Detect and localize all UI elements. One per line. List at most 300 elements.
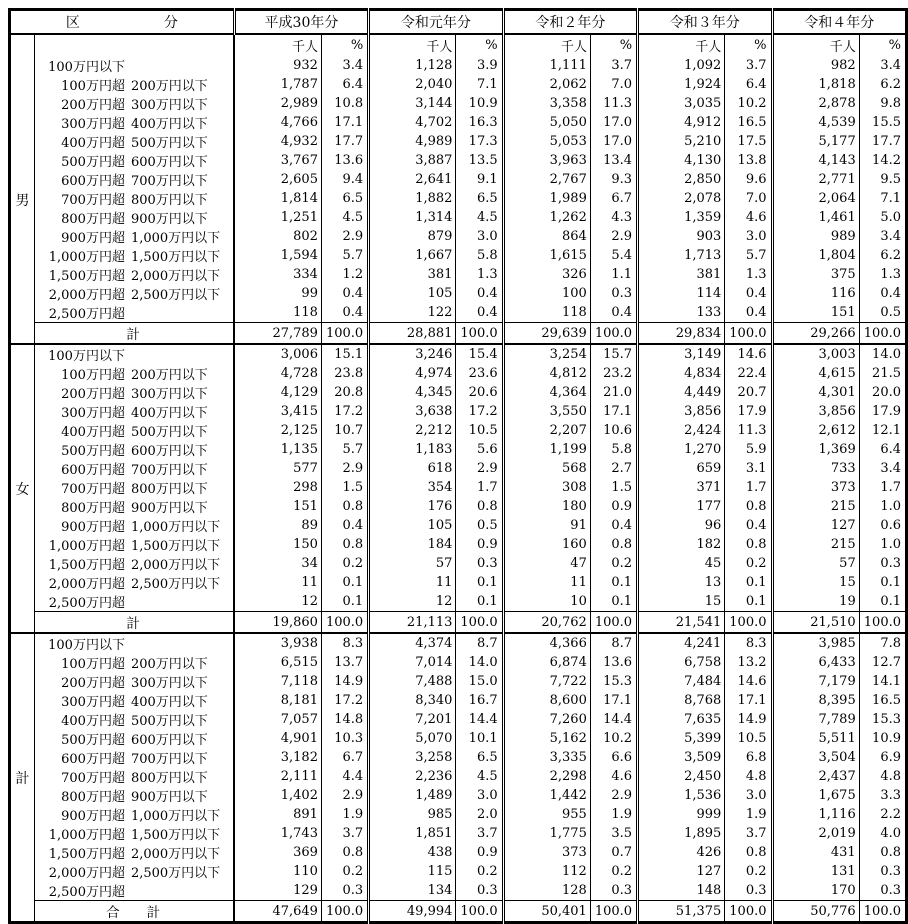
bracket-label-cell — [34, 592, 234, 612]
percent-value: 5.8 — [590, 440, 637, 459]
table-row — [10, 132, 907, 151]
percent-value: 6.9 — [859, 748, 906, 767]
percent-value: 0.3 — [859, 554, 906, 573]
people-value: 1,882 — [415, 191, 453, 206]
people-value: 57 — [839, 556, 856, 571]
people-value: 3,504 — [818, 750, 856, 765]
people-value: 5,177 — [818, 134, 856, 149]
people-value: 373 — [562, 845, 587, 860]
bracket-label-cell — [34, 75, 234, 94]
people-value: 334 — [293, 267, 318, 282]
bracket-from-label: 100万円以下 — [48, 60, 125, 75]
table-row — [10, 364, 907, 383]
bracket-label-cell — [34, 94, 234, 113]
people-value: 2,062 — [549, 77, 587, 92]
percent-value: 3.4 — [859, 227, 906, 246]
people-value: 3,003 — [818, 347, 856, 362]
table-row — [10, 344, 907, 364]
total-people-value: 21,541 — [638, 612, 725, 634]
people-value: 118 — [293, 305, 318, 320]
bracket-to-label: 800万円以下 — [130, 482, 208, 497]
bracket-label-cell — [34, 691, 234, 710]
people-value: 1,092 — [684, 58, 722, 73]
percent-value: 5.7 — [725, 246, 772, 265]
total-people-value: 21,510 — [772, 612, 859, 634]
bracket-from-label: 1,000万円超 — [48, 539, 125, 554]
total-percent-value: 100.0 — [859, 901, 906, 923]
percent-value: 10.6 — [590, 421, 637, 440]
people-value: 99 — [301, 286, 318, 301]
people-value: 1,818 — [818, 77, 856, 92]
people-value: 8,600 — [549, 693, 587, 708]
table-row — [10, 862, 907, 881]
percent-value: 10.2 — [590, 729, 637, 748]
people-value: 100 — [562, 286, 587, 301]
people-value: 7,179 — [818, 674, 856, 689]
people-value: 2,771 — [818, 172, 856, 187]
total-row — [10, 323, 907, 345]
bracket-to-label: 200万円以下 — [130, 368, 208, 383]
percent-value: 4.5 — [456, 208, 503, 227]
people-value: 13 — [704, 575, 722, 590]
bracket-to-label: 300万円以下 — [130, 98, 208, 113]
bracket-from-label: 100万円超 — [61, 368, 125, 383]
percent-value: 15.1 — [321, 344, 368, 364]
bracket-from-label: 400万円超 — [61, 714, 125, 729]
percent-value: 5.9 — [725, 440, 772, 459]
percent-value: 1.7 — [725, 478, 772, 497]
bracket-label-cell — [34, 227, 234, 246]
people-value: 12 — [435, 594, 453, 609]
percent-value: 0.2 — [725, 554, 772, 573]
percent-value: 1.3 — [725, 265, 772, 284]
percent-value: 9.6 — [725, 170, 772, 189]
income-table — [8, 8, 908, 924]
percent-value: 0.4 — [725, 516, 772, 535]
people-value: 4,129 — [280, 385, 318, 400]
people-value: 151 — [293, 499, 318, 514]
people-value: 170 — [830, 883, 856, 898]
percent-value: 4.8 — [725, 767, 772, 786]
percent-value: 15.7 — [590, 344, 637, 364]
people-value: 1,359 — [684, 210, 722, 225]
table-row — [10, 805, 907, 824]
people-value: 369 — [293, 845, 318, 860]
people-value: 326 — [562, 267, 587, 282]
percent-value: 0.8 — [456, 497, 503, 516]
year-header: 令和元年分 — [369, 10, 503, 35]
bracket-to-label: 2,500万円以下 — [130, 577, 221, 592]
people-value: 127 — [696, 864, 722, 879]
table-row — [10, 592, 907, 612]
people-value: 3,767 — [280, 153, 318, 168]
people-value: 1,924 — [684, 77, 722, 92]
bracket-label-cell — [34, 748, 234, 767]
total-percent-value: 100.0 — [456, 612, 503, 634]
percent-value: 14.0 — [859, 344, 906, 364]
percent-value: 16.3 — [456, 113, 503, 132]
bracket-from-label: 700万円超 — [61, 771, 125, 786]
percent-value: 17.2 — [456, 402, 503, 421]
people-value: 4,834 — [684, 366, 722, 381]
people-value: 4,812 — [549, 366, 587, 381]
percent-value: 0.3 — [321, 881, 368, 901]
people-value: 1,536 — [684, 788, 722, 803]
total-people-value: 50,776 — [772, 901, 859, 923]
people-value: 802 — [293, 229, 318, 244]
percent-value: 11.3 — [590, 94, 637, 113]
people-value: 1,442 — [549, 788, 587, 803]
people-value: 114 — [696, 286, 722, 301]
percent-value: 6.5 — [456, 189, 503, 208]
bracket-label-cell — [34, 189, 234, 208]
percent-value: 1.1 — [590, 265, 637, 284]
total-percent-value: 100.0 — [725, 901, 772, 923]
bracket-label-cell — [34, 805, 234, 824]
bracket-to-label: 600万円以下 — [130, 155, 208, 170]
unit-percent-label: % — [725, 34, 772, 56]
percent-value: 0.4 — [321, 284, 368, 303]
bracket-label-cell — [34, 265, 234, 284]
bracket-to-label: 800万円以下 — [130, 771, 208, 786]
people-value: 4,374 — [415, 636, 453, 651]
percent-value: 4.3 — [590, 208, 637, 227]
bracket-from-label: 300万円超 — [61, 695, 125, 710]
percent-value: 0.4 — [725, 284, 772, 303]
table-row — [10, 421, 907, 440]
people-value: 215 — [830, 537, 856, 552]
percent-value: 9.3 — [590, 170, 637, 189]
people-value: 180 — [562, 499, 587, 514]
percent-value: 14.8 — [321, 710, 368, 729]
people-value: 176 — [427, 499, 453, 514]
people-value: 11 — [570, 575, 587, 590]
bracket-to-label: 700万円以下 — [130, 463, 208, 478]
people-value: 1,116 — [818, 807, 856, 822]
percent-value: 0.1 — [859, 592, 906, 612]
percent-value: 7.8 — [859, 633, 906, 653]
people-value: 4,702 — [415, 115, 453, 130]
percent-value: 10.9 — [859, 729, 906, 748]
people-value: 1,402 — [280, 788, 318, 803]
percent-value: 10.7 — [321, 421, 368, 440]
people-value: 127 — [830, 518, 856, 533]
bracket-to-label: 2,000万円以下 — [130, 269, 221, 284]
percent-value: 1.0 — [859, 497, 906, 516]
bracket-label-cell — [34, 402, 234, 421]
year-header: 令和２年分 — [503, 10, 637, 35]
people-value: 4,449 — [684, 385, 722, 400]
people-value: 3,415 — [280, 404, 318, 419]
percent-value: 17.1 — [321, 113, 368, 132]
percent-value: 0.2 — [456, 862, 503, 881]
percent-value: 8.7 — [456, 633, 503, 653]
people-value: 15 — [839, 575, 856, 590]
bracket-from-label: 500万円超 — [61, 733, 125, 748]
bracket-label-cell — [34, 786, 234, 805]
percent-value: 5.0 — [859, 208, 906, 227]
percent-value: 1.7 — [859, 478, 906, 497]
percent-value: 6.4 — [321, 75, 368, 94]
people-value: 34 — [301, 556, 318, 571]
percent-value: 0.2 — [590, 554, 637, 573]
bracket-from-label: 100万円以下 — [48, 638, 125, 653]
people-value: 733 — [830, 461, 856, 476]
table-row — [10, 653, 907, 672]
bracket-from-label: 1,000万円超 — [48, 828, 125, 843]
bracket-from-label: 2,000万円超 — [48, 866, 125, 881]
percent-value: 4.8 — [859, 767, 906, 786]
percent-value: 0.1 — [590, 592, 637, 612]
percent-value: 3.7 — [321, 824, 368, 843]
people-value: 4,912 — [684, 115, 722, 130]
bracket-to-label: 400万円以下 — [130, 117, 208, 132]
people-value: 110 — [293, 864, 318, 879]
bracket-label-cell — [34, 246, 234, 265]
percent-value: 15.0 — [456, 672, 503, 691]
people-value: 1,851 — [415, 826, 453, 841]
bracket-from-label: 1,500万円超 — [48, 269, 125, 284]
people-value: 1,489 — [415, 788, 453, 803]
percent-value: 3.4 — [859, 459, 906, 478]
percent-value: 0.9 — [590, 497, 637, 516]
bracket-from-label: 800万円超 — [61, 790, 125, 805]
people-value: 8,340 — [415, 693, 453, 708]
percent-value: 0.1 — [321, 573, 368, 592]
people-value: 133 — [696, 305, 722, 320]
people-value: 3,246 — [415, 347, 453, 362]
people-value: 6,874 — [549, 655, 587, 670]
bracket-to-label: 2,000万円以下 — [130, 558, 221, 573]
gender-column-spacer — [10, 34, 35, 56]
percent-value: 23.8 — [321, 364, 368, 383]
bracket-from-label: 900万円超 — [61, 520, 125, 535]
bracket-from-label: 100万円以下 — [48, 349, 125, 364]
total-percent-value: 100.0 — [725, 612, 772, 634]
percent-value: 21.5 — [859, 364, 906, 383]
people-value: 2,641 — [415, 172, 453, 187]
people-value: 128 — [562, 883, 587, 898]
percent-value: 7.0 — [590, 75, 637, 94]
percent-value: 13.6 — [590, 653, 637, 672]
people-value: 932 — [293, 58, 318, 73]
percent-value: 5.7 — [321, 246, 368, 265]
section-label: 男 — [10, 56, 35, 344]
people-value: 7,722 — [549, 674, 587, 689]
people-value: 1,804 — [818, 248, 856, 263]
people-value: 122 — [427, 305, 453, 320]
year-header: 平成30年分 — [234, 10, 368, 35]
year-header: 令和４年分 — [772, 10, 907, 35]
unit-people-label: 千人 — [291, 40, 318, 55]
people-value: 375 — [830, 267, 856, 282]
total-percent-value: 100.0 — [590, 901, 637, 923]
percent-value: 0.1 — [725, 592, 772, 612]
percent-value: 17.5 — [725, 132, 772, 151]
percent-value: 3.7 — [456, 824, 503, 843]
people-value: 1,135 — [280, 442, 318, 457]
bracket-to-label: 300万円以下 — [130, 387, 208, 402]
people-value: 8,395 — [818, 693, 856, 708]
people-value: 2,424 — [684, 423, 722, 438]
percent-value: 14.2 — [859, 151, 906, 170]
percent-value: 17.0 — [590, 113, 637, 132]
people-value: 2,064 — [818, 191, 856, 206]
table-row — [10, 633, 907, 653]
people-value: 1,270 — [684, 442, 722, 457]
people-value: 1,787 — [280, 77, 318, 92]
percent-value: 4.5 — [456, 767, 503, 786]
year-header: 令和３年分 — [638, 10, 772, 35]
percent-value: 12.7 — [859, 653, 906, 672]
people-value: 5,511 — [818, 731, 856, 746]
people-value: 1,314 — [415, 210, 453, 225]
people-value: 3,006 — [280, 347, 318, 362]
people-value: 118 — [562, 305, 587, 320]
bracket-label-cell — [34, 421, 234, 440]
percent-value: 0.3 — [725, 881, 772, 901]
percent-value: 13.4 — [590, 151, 637, 170]
people-value: 2,078 — [684, 191, 722, 206]
percent-value: 17.7 — [321, 132, 368, 151]
percent-value: 0.4 — [590, 516, 637, 535]
total-percent-value: 100.0 — [590, 323, 637, 345]
people-value: 3,856 — [684, 404, 722, 419]
bracket-from-label: 900万円超 — [61, 809, 125, 824]
percent-value: 2.9 — [590, 786, 637, 805]
percent-value: 2.2 — [859, 805, 906, 824]
percent-value: 17.0 — [590, 132, 637, 151]
people-value: 1,713 — [684, 248, 722, 263]
percent-value: 6.5 — [321, 189, 368, 208]
percent-value: 13.2 — [725, 653, 772, 672]
people-value: 150 — [293, 537, 318, 552]
people-value: 3,550 — [549, 404, 587, 419]
percent-value: 6.7 — [590, 189, 637, 208]
percent-value: 15.3 — [859, 710, 906, 729]
total-people-value: 29,639 — [503, 323, 590, 345]
table-row — [10, 383, 907, 402]
people-value: 3,509 — [684, 750, 722, 765]
people-value: 96 — [704, 518, 722, 533]
people-value: 3,638 — [415, 404, 453, 419]
percent-value: 0.2 — [321, 862, 368, 881]
people-value: 4,130 — [684, 153, 722, 168]
people-value: 182 — [696, 537, 722, 552]
percent-value: 14.9 — [321, 672, 368, 691]
people-value: 4,766 — [280, 115, 318, 130]
table-row — [10, 554, 907, 573]
table-row — [10, 786, 907, 805]
people-value: 4,615 — [818, 366, 856, 381]
percent-value: 0.8 — [859, 843, 906, 862]
percent-value: 16.7 — [456, 691, 503, 710]
people-value: 6,515 — [280, 655, 318, 670]
people-value: 4,345 — [415, 385, 453, 400]
percent-value: 6.2 — [859, 246, 906, 265]
table-row — [10, 246, 907, 265]
people-value: 3,335 — [549, 750, 587, 765]
percent-value: 6.7 — [321, 748, 368, 767]
people-value: 7,057 — [280, 712, 318, 727]
percent-value: 14.6 — [725, 344, 772, 364]
people-value: 177 — [696, 499, 722, 514]
percent-value: 8.7 — [590, 633, 637, 653]
percent-value: 6.5 — [456, 748, 503, 767]
table-row — [10, 535, 907, 554]
people-value: 7,484 — [684, 674, 722, 689]
bracket-from-label: 600万円超 — [61, 174, 125, 189]
percent-value: 0.3 — [590, 284, 637, 303]
percent-value: 13.7 — [321, 653, 368, 672]
percent-value: 6.4 — [725, 75, 772, 94]
total-label: 合 計 — [34, 901, 234, 923]
total-people-value: 20,762 — [503, 612, 590, 634]
people-value: 15 — [704, 594, 722, 609]
percent-value: 0.1 — [859, 573, 906, 592]
people-value: 354 — [427, 480, 453, 495]
bracket-to-label: 1,500万円以下 — [130, 828, 221, 843]
bracket-label-cell — [34, 554, 234, 573]
people-value: 431 — [830, 845, 856, 860]
percent-value: 4.4 — [321, 767, 368, 786]
bracket-label-cell — [34, 170, 234, 189]
people-value: 1,369 — [818, 442, 856, 457]
percent-value: 17.9 — [725, 402, 772, 421]
people-value: 148 — [696, 883, 722, 898]
percent-value: 14.0 — [456, 653, 503, 672]
bracket-label-cell — [34, 284, 234, 303]
bracket-label-cell — [34, 383, 234, 402]
table-row — [10, 208, 907, 227]
percent-value: 0.8 — [725, 843, 772, 862]
percent-value: 0.4 — [725, 303, 772, 323]
people-value: 7,201 — [415, 712, 453, 727]
percent-value: 0.4 — [859, 284, 906, 303]
people-value: 134 — [427, 883, 453, 898]
percent-value: 10.2 — [725, 94, 772, 113]
table-row — [10, 843, 907, 862]
people-value: 1,128 — [415, 58, 453, 73]
percent-value: 3.4 — [859, 56, 906, 75]
people-value: 105 — [427, 286, 453, 301]
percent-value: 17.1 — [725, 691, 772, 710]
people-value: 438 — [427, 845, 453, 860]
people-value: 3,887 — [415, 153, 453, 168]
people-value: 891 — [293, 807, 318, 822]
people-value: 879 — [427, 229, 453, 244]
people-value: 903 — [696, 229, 722, 244]
bracket-label-cell — [34, 862, 234, 881]
people-value: 11 — [435, 575, 453, 590]
people-value: 57 — [435, 556, 453, 571]
percent-value: 2.9 — [321, 227, 368, 246]
percent-value: 3.3 — [859, 786, 906, 805]
percent-value: 0.3 — [590, 881, 637, 901]
percent-value: 3.0 — [456, 227, 503, 246]
table-row — [10, 516, 907, 535]
percent-value: 0.1 — [321, 592, 368, 612]
people-value: 5,162 — [549, 731, 587, 746]
table-row — [10, 151, 907, 170]
table-row — [10, 729, 907, 748]
people-value: 4,932 — [280, 134, 318, 149]
people-value: 426 — [696, 845, 722, 860]
people-value: 7,014 — [415, 655, 453, 670]
people-value: 999 — [696, 807, 722, 822]
percent-value: 5.7 — [321, 440, 368, 459]
bracket-to-label: 500万円以下 — [130, 425, 208, 440]
